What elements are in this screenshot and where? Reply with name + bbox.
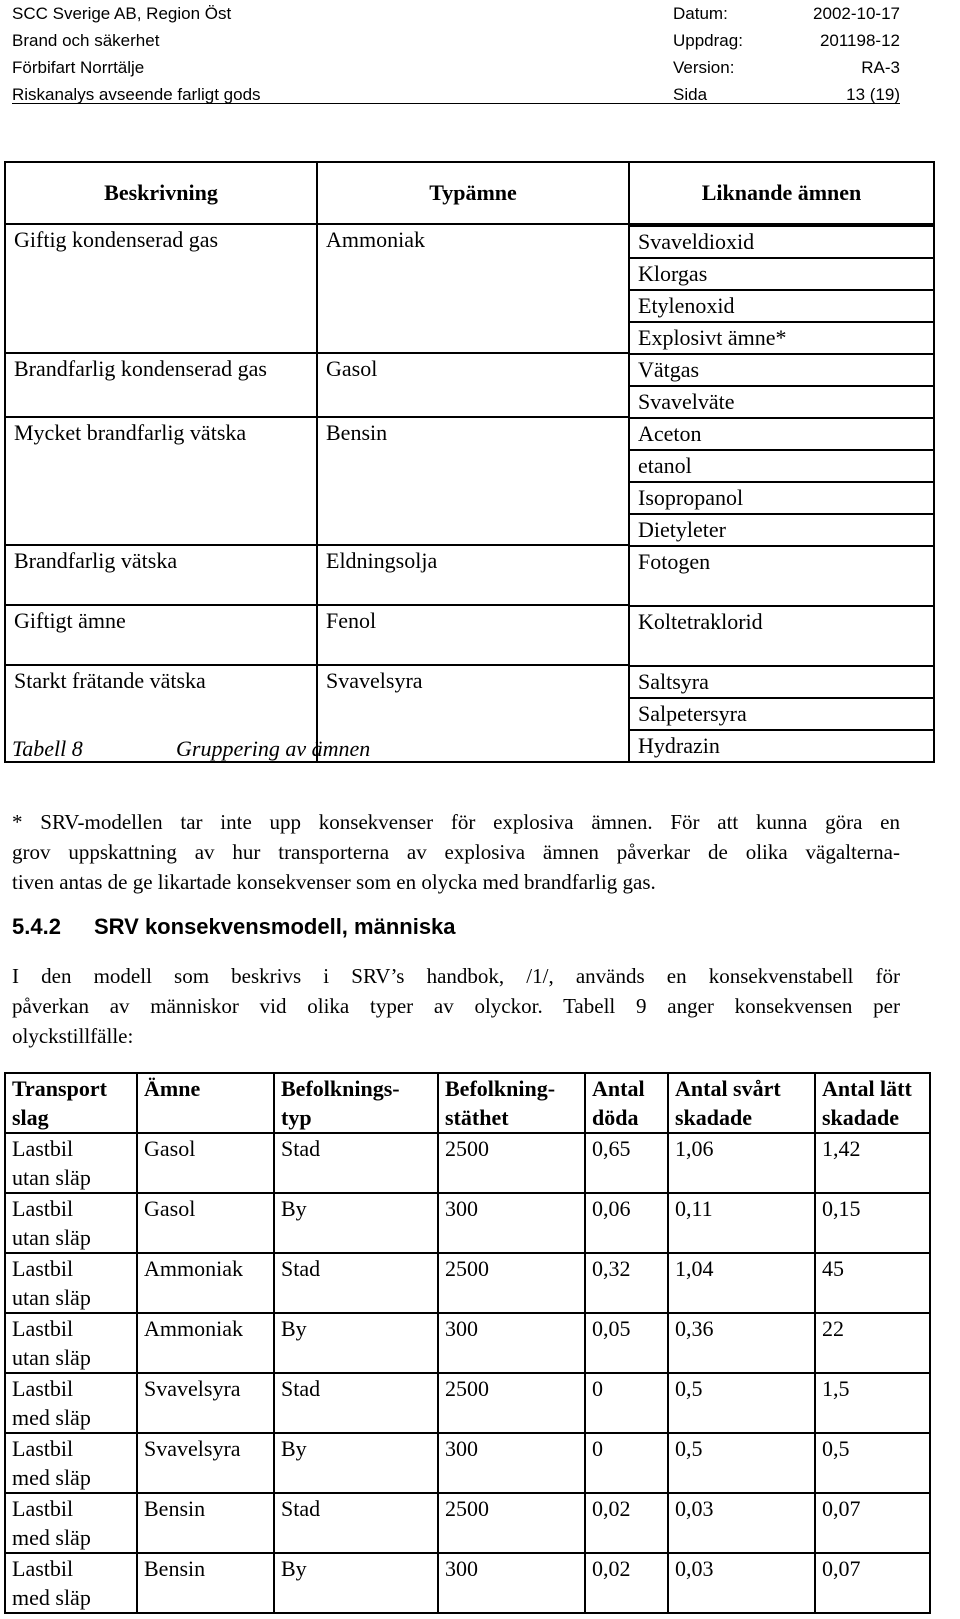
header-line: Befolknings- — [281, 1076, 400, 1101]
transport-line: utan släp — [12, 1345, 91, 1370]
substance-cell: Bensin — [137, 1553, 274, 1613]
dead-cell: 0,02 — [585, 1553, 668, 1613]
column-header — [585, 1073, 668, 1133]
paragraph-line: tiven antas de ge likartade konsekvenser som en olycka med brandfarlig gas. — [12, 870, 656, 894]
description-cell: Starkt frätande vätska — [14, 668, 206, 693]
type-substance-cell: Svavelsyra — [326, 668, 423, 693]
substance-cell: Gasol — [137, 1133, 274, 1193]
population-type-cell: Stad — [274, 1373, 438, 1433]
header-row — [12, 54, 900, 81]
severe-injured-cell: 0,03 — [668, 1553, 815, 1613]
type-substance-cell: Ammoniak — [326, 227, 425, 252]
column-header: Beskrivning — [5, 162, 317, 224]
table-row — [5, 1133, 930, 1193]
table-row — [5, 417, 934, 545]
severe-injured-cell: 0,11 — [668, 1193, 815, 1253]
transport-cell — [5, 1553, 137, 1613]
table-row — [5, 545, 934, 577]
severe-injured-cell: 0,5 — [668, 1433, 815, 1493]
transport-line: Lastbil — [12, 1316, 74, 1341]
substance-cell: Gasol — [137, 1193, 274, 1253]
dead-cell: 0,06 — [585, 1193, 668, 1253]
similar-substance: Fotogen — [630, 545, 933, 577]
light-injured-cell: 0,15 — [815, 1193, 930, 1253]
column-header — [274, 1073, 438, 1133]
section-title: SRV konsekvensmodell, människa — [94, 914, 456, 939]
similar-substance: Dietyleter — [630, 513, 933, 545]
department-name: Brand och säkerhet — [12, 31, 160, 50]
header-row — [12, 0, 900, 27]
paragraph-line: påverkan av människor vid olika typer av olyckor. Tabell 9 anger konsekvensen per — [12, 994, 900, 1018]
assignment-value: 201198-12 — [819, 31, 900, 50]
table-row — [5, 353, 934, 417]
header-line: Antal lätt — [822, 1076, 912, 1101]
paragraph-line: grov uppskattning av hur transporterna av explosiva ämnen påverkar de olika vägalterna- — [12, 840, 900, 864]
transport-line: Lastbil — [12, 1196, 74, 1221]
substance-cell: Ammoniak — [137, 1313, 274, 1373]
severe-injured-cell: 0,5 — [668, 1373, 815, 1433]
version-label: Version: — [673, 58, 735, 77]
similar-substance: Etylenoxid — [630, 289, 933, 321]
column-header: Typämne — [317, 162, 629, 224]
column-header — [5, 1073, 137, 1133]
similar-substance: Isopropanol — [630, 481, 933, 513]
table-spacer-row — [5, 577, 934, 605]
substance-cell: Svavelsyra — [137, 1373, 274, 1433]
light-injured-cell: 1,42 — [815, 1133, 930, 1193]
dead-cell: 0,65 — [585, 1133, 668, 1193]
column-header: Liknande ämnen — [629, 162, 934, 224]
type-substance-cell: Bensin — [326, 420, 388, 445]
light-injured-cell: 0,07 — [815, 1493, 930, 1553]
transport-cell — [5, 1493, 137, 1553]
description-cell: Giftig kondenserad gas — [14, 227, 219, 252]
table-row — [5, 1313, 930, 1373]
transport-line: Lastbil — [12, 1436, 74, 1461]
table-row — [5, 1433, 930, 1493]
column-header — [438, 1073, 585, 1133]
population-type-cell: Stad — [274, 1133, 438, 1193]
similar-substance: Svaveldioxid — [630, 225, 933, 257]
header-line: skadade — [822, 1105, 900, 1130]
page-number: 13 (19) — [846, 85, 900, 104]
light-injured-cell: 22 — [815, 1313, 930, 1373]
page-label: Sida — [673, 85, 708, 104]
document-title: Riskanalys avseende farligt gods — [12, 85, 261, 104]
similar-substance: Svavelväte — [630, 385, 933, 417]
page-header — [12, 0, 900, 108]
transport-line: med släp — [12, 1585, 91, 1610]
light-injured-cell: 0,5 — [815, 1433, 930, 1493]
transport-line: utan släp — [12, 1165, 91, 1190]
table-row — [5, 605, 934, 637]
table-spacer-row — [5, 637, 934, 665]
table-header-row — [5, 1073, 930, 1133]
transport-line: Lastbil — [12, 1556, 74, 1581]
density-cell: 2500 — [438, 1133, 585, 1193]
similar-substance: Aceton — [630, 417, 933, 449]
header-divider — [12, 103, 900, 104]
transport-cell — [5, 1193, 137, 1253]
population-type-cell: Stad — [274, 1253, 438, 1313]
population-type-cell: By — [274, 1193, 438, 1253]
substance-cell: Svavelsyra — [137, 1433, 274, 1493]
density-cell: 300 — [438, 1433, 585, 1493]
header-line: döda — [592, 1105, 639, 1130]
substance-cell: Ammoniak — [137, 1253, 274, 1313]
substance-cell: Bensin — [137, 1493, 274, 1553]
assignment-label: Uppdrag: — [673, 31, 743, 50]
substance-grouping-table — [4, 161, 935, 763]
header-line: Transport — [12, 1076, 107, 1101]
header-line: Befolkning- — [445, 1076, 556, 1101]
date-label: Datum: — [673, 4, 728, 23]
consequence-table — [4, 1072, 931, 1614]
similar-substance: Explosivt ämne* — [630, 321, 933, 353]
similar-substance: Salpetersyra — [630, 697, 933, 729]
column-header — [668, 1073, 815, 1133]
density-cell: 2500 — [438, 1493, 585, 1553]
severe-injured-cell: 1,04 — [668, 1253, 815, 1313]
dead-cell: 0,05 — [585, 1313, 668, 1373]
header-line: Ämne — [144, 1076, 201, 1101]
table-caption-label: Tabell 8 — [12, 736, 83, 761]
similar-substance: etanol — [630, 449, 933, 481]
table-caption-text: Gruppering av ämnen — [176, 736, 371, 761]
density-cell: 2500 — [438, 1373, 585, 1433]
transport-cell — [5, 1373, 137, 1433]
description-cell: Giftigt ämne — [14, 608, 126, 633]
table-row — [5, 1373, 930, 1433]
similar-substance: Saltsyra — [630, 665, 933, 697]
transport-line: med släp — [12, 1465, 91, 1490]
similar-substance: Koltetraklorid — [630, 605, 933, 637]
company-name: SCC Sverige AB, Region Öst — [12, 4, 232, 23]
dead-cell: 0 — [585, 1373, 668, 1433]
population-type-cell: By — [274, 1433, 438, 1493]
paragraph-line: I den modell som beskrivs i SRV’s handbok, /1/, används en konsekvenstabell för — [12, 964, 900, 988]
version-value: RA-3 — [861, 58, 900, 77]
description-cell: Brandfarlig kondenserad gas — [14, 356, 267, 381]
header-line: Antal svårt — [675, 1076, 781, 1101]
description-cell: Mycket brandfarlig vätska — [14, 420, 247, 445]
section-number: 5.4.2 — [12, 914, 61, 939]
dead-cell: 0,32 — [585, 1253, 668, 1313]
transport-cell — [5, 1253, 137, 1313]
project-name: Förbifart Norrtälje — [12, 58, 145, 77]
dead-cell: 0 — [585, 1433, 668, 1493]
table-row — [5, 224, 934, 353]
density-cell: 300 — [438, 1553, 585, 1613]
type-substance-cell: Eldningsolja — [326, 548, 438, 573]
transport-line: Lastbil — [12, 1136, 74, 1161]
light-injured-cell: 45 — [815, 1253, 930, 1313]
table-row — [5, 1253, 930, 1313]
severe-injured-cell: 0,36 — [668, 1313, 815, 1373]
transport-line: med släp — [12, 1525, 91, 1550]
table-row — [5, 1553, 930, 1613]
severe-injured-cell: 0,03 — [668, 1493, 815, 1553]
column-header — [137, 1073, 274, 1133]
transport-line: Lastbil — [12, 1376, 74, 1401]
transport-cell — [5, 1133, 137, 1193]
header-line: stäthet — [445, 1105, 509, 1130]
density-cell: 2500 — [438, 1253, 585, 1313]
table-row — [5, 665, 934, 762]
population-type-cell: By — [274, 1553, 438, 1613]
column-header — [815, 1073, 930, 1133]
type-substance-cell: Gasol — [326, 356, 378, 381]
severe-injured-cell: 1,06 — [668, 1133, 815, 1193]
header-line: slag — [12, 1105, 49, 1130]
description-cell: Brandfarlig vätska — [14, 548, 178, 573]
population-type-cell: Stad — [274, 1493, 438, 1553]
section-paragraph — [12, 961, 900, 1051]
table-header-row — [5, 162, 934, 224]
header-line: typ — [281, 1105, 312, 1130]
footnote-paragraph — [12, 807, 900, 897]
table-row — [5, 1493, 930, 1553]
similar-substance: Vätgas — [630, 353, 933, 385]
transport-line: utan släp — [12, 1225, 91, 1250]
header-line: skadade — [675, 1105, 753, 1130]
population-type-cell: By — [274, 1313, 438, 1373]
similar-substance: Klorgas — [630, 257, 933, 289]
light-injured-cell: 1,5 — [815, 1373, 930, 1433]
transport-line: utan släp — [12, 1285, 91, 1310]
density-cell: 300 — [438, 1313, 585, 1373]
section-heading — [12, 914, 456, 940]
similar-substance: Hydrazin — [630, 729, 933, 761]
paragraph-line: olyckstillfälle: — [12, 1024, 134, 1048]
header-row — [12, 27, 900, 54]
type-substance-cell: Fenol — [326, 608, 377, 633]
dead-cell: 0,02 — [585, 1493, 668, 1553]
transport-line: med släp — [12, 1405, 91, 1430]
light-injured-cell: 0,07 — [815, 1553, 930, 1613]
date-value: 2002-10-17 — [813, 4, 900, 23]
density-cell: 300 — [438, 1193, 585, 1253]
transport-cell — [5, 1313, 137, 1373]
header-line: Antal — [592, 1076, 645, 1101]
transport-line: Lastbil — [12, 1256, 74, 1281]
table-row — [5, 1193, 930, 1253]
paragraph-line: * SRV-modellen tar inte upp konsekvenser för explosiva ämnen. För att kunna göra en — [12, 810, 900, 834]
transport-line: Lastbil — [12, 1496, 74, 1521]
transport-cell — [5, 1433, 137, 1493]
